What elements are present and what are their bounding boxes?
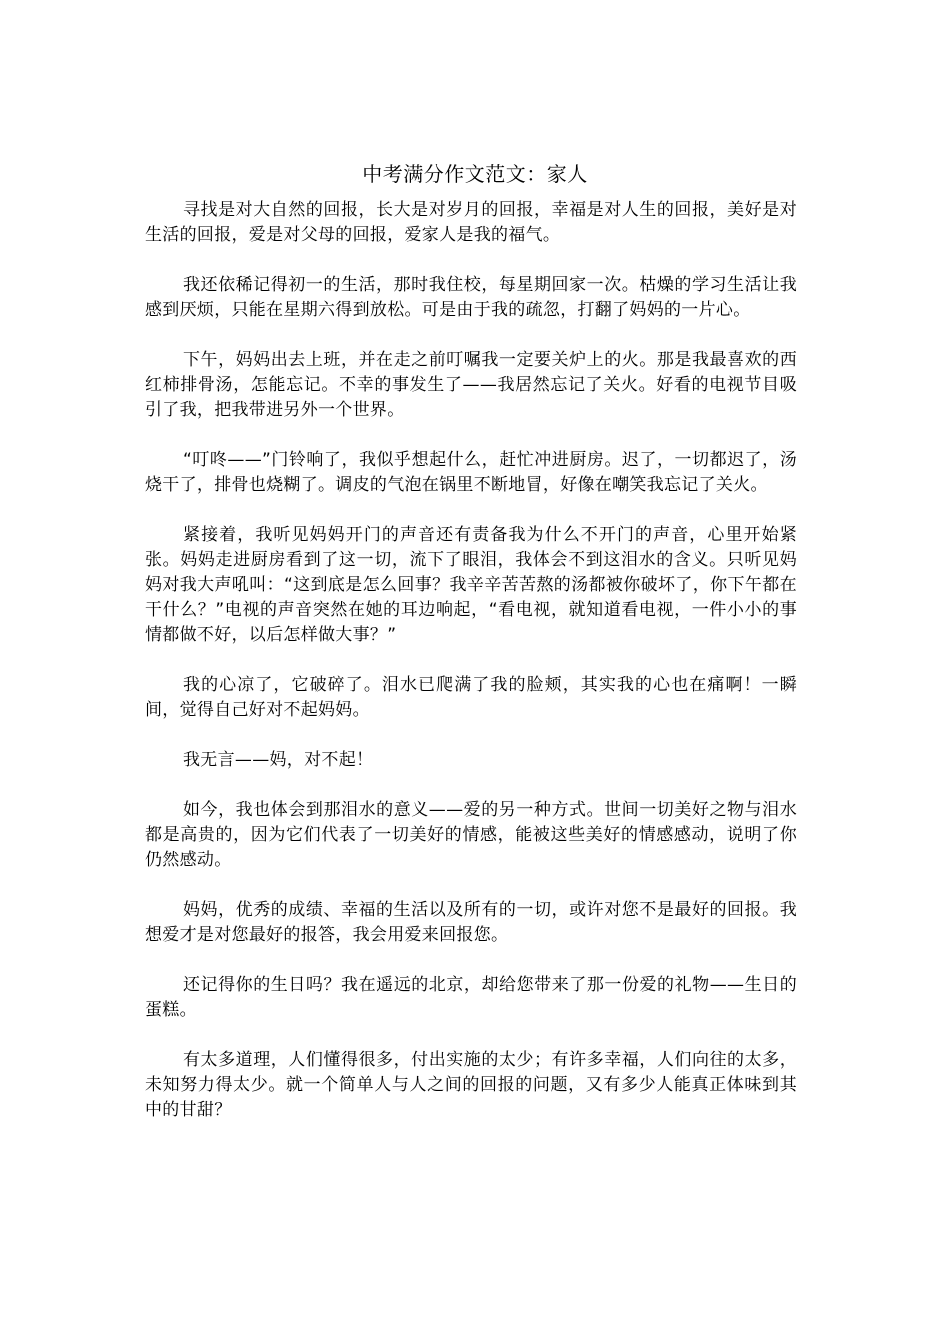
paragraph-2: 我还依稀记得初一的生活，那时我住校，每星期回家一次。枯燥的学习生活让我感到厌烦，只能在星期六得到放松。可是由于我的疏忽，打翻了妈妈的一片心。 [145, 275, 797, 320]
paragraph-6: 我的心凉了，它破碎了。泪水已爬满了我的脸颊，其实我的心也在痛啊！一瞬间，觉得自己好对不起妈妈。 [145, 675, 797, 720]
paragraph-3: 下午，妈妈出去上班，并在走之前叮嘱我一定要关炉上的火。那是我最喜欢的西红柿排骨汤，怎能忘记。不幸的事发生了——我居然忘记了关火。好看的电视节目吸引了我，把我带进另外一个世界。 [145, 350, 797, 420]
document-body [145, 198, 797, 1148]
paragraph-1: 寻找是对大自然的回报，长大是对岁月的回报，幸福是对人生的回报，美好是对生活的回报，爱是对父母的回报，爱家人是我的福气。 [145, 200, 797, 245]
paragraph-4: “叮咚——”门铃响了，我似乎想起什么，赶忙冲进厨房。迟了，一切都迟了，汤烧干了，排骨也烧糊了。调皮的气泡在锅里不断地冒，好像在嘲笑我忘记了关火。 [145, 450, 797, 495]
paragraph-5: 紧接着，我听见妈妈开门的声音还有责备我为什么不开门的声音，心里开始紧张。妈妈走进厨房看到了这一切，流下了眼泪，我体会不到这泪水的含义。只听见妈妈对我大声吼叫：“这到底是怎么回事？我辛辛苦苦熬的汤都被你破坏了，你下午都在干什么？”电视的声音突然在她的耳边响起，“看电视，就知道看电视，一件小小的事情都做不好，以后怎样做大事？” [145, 525, 797, 645]
document-title: 中考满分作文范文：家人 [362, 162, 588, 186]
paragraph-7: 我无言——妈，对不起！ [183, 750, 374, 770]
paragraph-8: 如今，我也体会到那泪水的意义——爱的另一种方式。世间一切美好之物与泪水都是高贵的，因为它们代表了一切美好的情感，能被这些美好的情感感动，说明了你仍然感动。 [145, 800, 797, 870]
paragraph-10: 还记得你的生日吗？我在遥远的北京，却给您带来了那一份爱的礼物——生日的蛋糕。 [145, 975, 797, 1020]
paragraph-11: 有太多道理，人们懂得很多，付出实施的太少；有许多幸福，人们向往的太多，未知努力得太少。就一个简单人与人之间的回报的问题，又有多少人能真正体味到其中的甘甜？ [145, 1050, 797, 1120]
paragraph-9: 妈妈，优秀的成绩、幸福的生活以及所有的一切，或许对您不是最好的回报。我想爱才是对您最好的报答，我会用爱来回报您。 [145, 900, 797, 945]
